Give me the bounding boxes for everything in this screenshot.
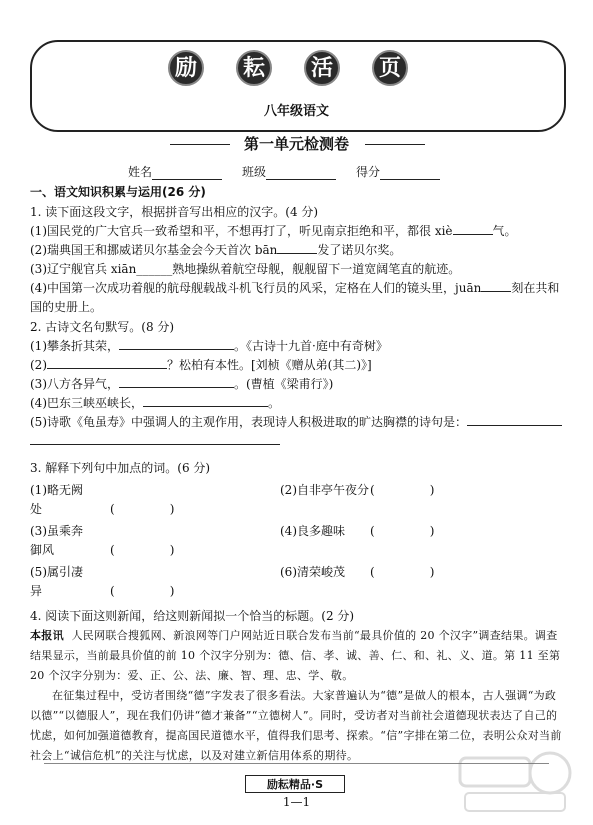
answer-blank[interactable]	[375, 564, 430, 576]
title-char: 页	[372, 50, 408, 86]
title-rule-right	[365, 144, 425, 145]
student-info-row	[128, 163, 440, 180]
question-stem: 3. 解释下列句中加点的词。(6 分)	[30, 461, 211, 475]
sub-question-text: (2)瑞典国王和挪威诺贝尔基金会今天首次 bān	[30, 243, 278, 257]
answer-blank[interactable]	[375, 523, 430, 535]
word-item: (2)自非亭午夜分( )	[280, 481, 550, 519]
question-line: 国的史册上。	[30, 300, 103, 314]
word-item: (6)清荣峻茂 ( )	[280, 563, 550, 601]
word-text: (5)属引凄异	[30, 565, 83, 598]
sub-question-text: 。(曹植《梁甫行》)	[234, 377, 334, 391]
unit-title: 第一单元检测卷	[243, 135, 349, 153]
answer-blank[interactable]	[481, 279, 511, 292]
answer-blank[interactable]	[375, 482, 430, 494]
word-list	[30, 481, 566, 601]
watermark-stamp-icon	[455, 748, 575, 818]
word-text: (2)自非亭午夜分	[280, 483, 369, 497]
grade-label: 八年级语文	[263, 104, 329, 119]
name-label: 姓名	[128, 165, 153, 179]
answer-blank[interactable]	[467, 413, 562, 426]
section-heading: 一、语文知识积累与运用(26 分)	[30, 185, 206, 199]
score-field[interactable]	[356, 163, 440, 180]
sub-question-text: 气。	[492, 224, 517, 238]
question-stem: 4. 阅读下面这则新闻，给这则新闻拟一个恰当的标题。(2 分)	[30, 609, 355, 623]
answer-blank[interactable]	[115, 583, 170, 595]
title-char: 活	[304, 50, 340, 86]
score-blank[interactable]	[380, 167, 440, 180]
word-text: (6)清荣峻茂	[280, 565, 345, 579]
answer-blank[interactable]	[143, 394, 268, 407]
news-lead: 本报讯	[30, 629, 64, 642]
word-item: (1)略无阙处 ( )	[30, 481, 280, 519]
sub-question-text: ？松柏有本性。[刘桢《赠从弟(其二)》]	[167, 358, 372, 372]
question-stem: 1. 读下面这段文字，根据拼音写出相应的汉字。(4 分)	[30, 205, 319, 219]
name-field[interactable]	[128, 163, 222, 180]
sub-question-text: 刻在共和	[511, 281, 560, 295]
sub-question-text: (1)攀条折其荣，	[30, 339, 119, 353]
score-label: 得分	[356, 165, 381, 179]
sub-question-text: (4)巴东三峡巫峡长，	[30, 396, 143, 410]
question-line	[30, 356, 566, 375]
answer-blank[interactable]	[30, 432, 280, 445]
sub-question-text: (4)中国第一次成功着舰的航母舰载战斗机飞行员的风采，定格在人们的镜头里，juān	[30, 281, 482, 295]
class-blank[interactable]	[266, 167, 336, 180]
sub-question-text: (5)诗歌《龟虽寿》中强调人的主观作用，表现诗人积极进取的旷达胸襟的诗句是：	[30, 415, 468, 429]
exam-content	[30, 183, 566, 766]
class-label: 班级	[242, 165, 267, 179]
answer-blank[interactable]	[119, 337, 234, 350]
sub-question-text: (1)国民党的广大官兵一致希望和平，不想再打了，听见南京拒绝和平，都很 xiè	[30, 224, 453, 238]
question-line	[30, 279, 566, 298]
question-line	[30, 413, 566, 432]
sub-question-text: 。	[268, 396, 281, 410]
question-3	[30, 459, 566, 601]
sub-question-text: (3)八方各异气，	[30, 377, 119, 391]
question-1	[30, 203, 566, 317]
word-text: (1)略无阙处	[30, 483, 83, 516]
question-line	[30, 394, 566, 413]
question-2	[30, 318, 566, 451]
sub-question-text: (2)	[30, 358, 47, 372]
word-item: (4)良多趣味 ( )	[280, 522, 550, 560]
word-text: (4)良多趣味	[280, 524, 345, 538]
question-line: (3)辽宁舰官兵 xiān______熟地操纵着航空母舰，舰舰留下一道宽阔笔直的航迹。	[30, 262, 461, 276]
sub-question-text: 。《古诗十九首·庭中有奇树》	[234, 339, 388, 353]
name-blank[interactable]	[152, 167, 222, 180]
sub-question-text: 发了诺贝尔奖。	[317, 243, 402, 257]
news-paragraph: 人民网联合搜狐网、新浪网等门户网站近日联合发布当前“最具价值的 20 个汉字”调查结果。调查结果显示，当前最具价值的前 10 个汉字分别为：德、信、孝、诚、善、仁、和、礼、义、道。第 11 至第 20 个汉字分别为：爱、正、公、法、廉、智、理、忠、学、敬。	[30, 629, 561, 682]
question-line	[30, 222, 566, 241]
answer-blank[interactable]	[47, 356, 167, 369]
footer-logo: 励耘精品·S	[245, 775, 345, 793]
question-line	[30, 375, 566, 394]
news-article	[30, 626, 566, 766]
question-line	[30, 241, 566, 260]
question-line	[30, 432, 566, 451]
word-item: (5)属引凄异 ( )	[30, 563, 280, 601]
answer-blank[interactable]	[115, 501, 170, 513]
question-line	[30, 337, 566, 356]
title-char: 励	[168, 50, 204, 86]
question-4	[30, 607, 566, 766]
word-item: (3)虽乘奔御风 ( )	[30, 522, 280, 560]
title-badges	[168, 50, 408, 90]
page-number: 1—1	[282, 795, 311, 809]
title-char: 耘	[236, 50, 272, 86]
news-paragraph: 在征集过程中，受访者围绕“德”字发表了很多看法。大家普遍认为“德”是做人的根本，古人强调“为政以德”“以德服人”，现在我们仍讲“德才兼备”“立德树人”。同时，受访者对当前社会道德现状表达了自己的忧虑，如何加强道德教育，提高国民道德水平，值得我们思考、探索。“信”字排在第二位，表明公众对当前社会上“诚信危机”的关注与忧虑，以及对建立新信用体系的期待。	[30, 689, 562, 762]
word-text: (3)虽乘奔御风	[30, 524, 83, 557]
answer-blank[interactable]	[277, 241, 317, 254]
answer-blank[interactable]	[119, 375, 234, 388]
question-stem: 2. 古诗文名句默写。(8 分)	[30, 320, 175, 334]
answer-blank[interactable]	[115, 542, 170, 554]
answer-blank[interactable]	[453, 222, 493, 235]
class-field[interactable]	[242, 163, 336, 180]
